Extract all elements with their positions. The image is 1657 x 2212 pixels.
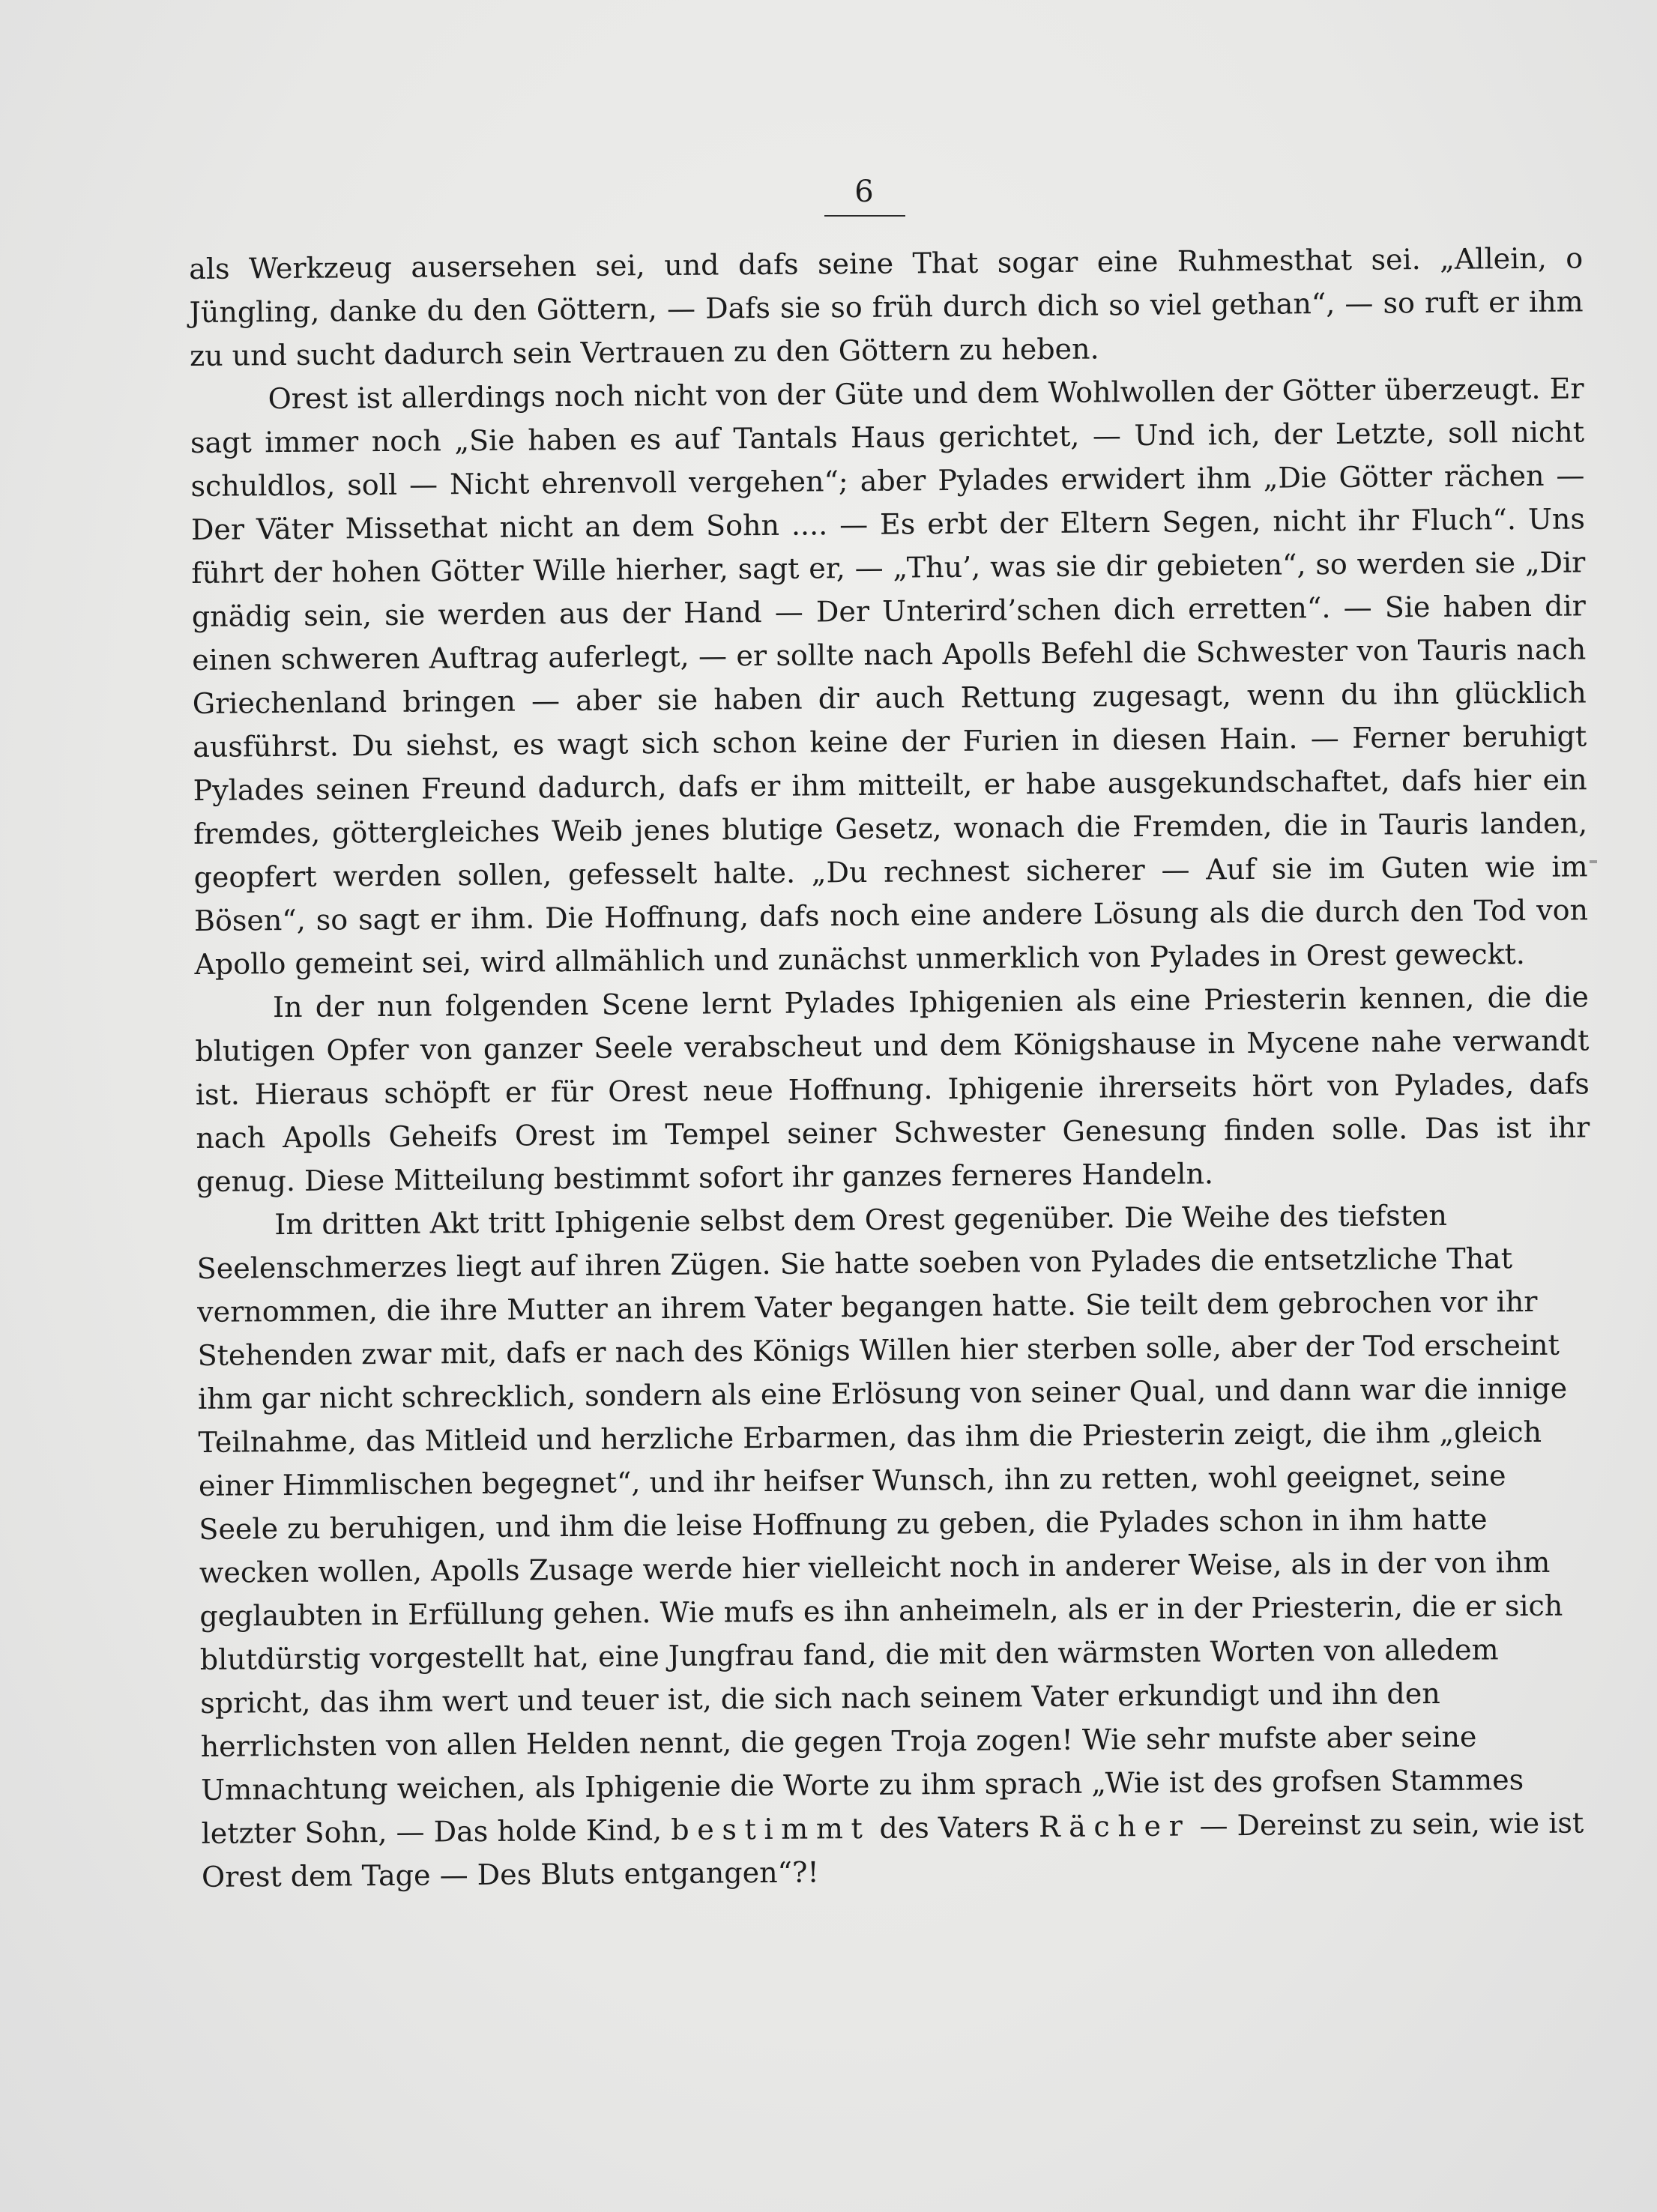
body-text [189,236,1596,1899]
paragraph-text: Orest ist allerdings noch nicht von der Güte und dem Wohlwollen der Götter überzeugt. Er sagt immer noch „Sie haben es auf Tantals Haus gerichtet, — Und ich, der Letzte, soll nicht schuldlos, soll — Nicht ehrenvoll vergehen“; aber Pylades erwidert ihm „Die Götter rächen — Der Väter Missethat nicht an dem Sohn .... — Es erbt der Eltern Segen, nicht ihr Fluch“. Uns führt der hohen Götter Wille hierher, sagt er, — „Thu’, was sie dir gebieten“, so werden sie „Dir gnädig sein, sie werden aus der Hand — Der Unterird’schen dich erretten“. — Sie haben dir einen schweren Auftrag auferlegt, — er sollte nach Apolls Befehl die Schwester von Tauris nach Griechenland bringen — aber sie haben dir auch Rettung zugesagt, wenn du ihn glücklich ausführst. Du siehst, es wagt sich schon keine der Furien in diesen Hain. — Ferner beruhigt Pylades seinen Freund dadurch, dafs er ihm mitteilt, er habe ausgekundschaftet, dafs hier ein fremdes, göttergleiches Weib jenes blutige Gesetz, wonach die Fremden, die in Tauris landen, geopfert werden sollen, gefesselt halte. „Du rechnest sicherer — Auf sie im Guten wie im Bösen“, so sagt er ihm. Die Hoffnung, dafs noch eine andere Lösung als die durch den Tod von Apollo gemeint sei, wird allmählich und zunächst unmerklich von Pylades in Orest geweckt. [190,372,1589,981]
paragraph-text: In der nun folgenden Scene lernt Pylades Iphigenien als eine Priesterin kennen, die die blutigen Opfer von ganzer Seele verabscheut und dem Königshause in Mycene nahe verwandt ist. Hieraus schöpft er für Orest neue Hoffnung. Iphigenie ihrerseits hört von Pylades, dafs nach Apolls Geheifs Orest im Tempel seiner Schwester Genesung finden solle. Das ist ihr genug. Diese Mitteilung bestimmt sofort ihr ganzes ferneres Handeln. [195,980,1590,1198]
paragraph-text: als Werkzeug ausersehen sei, und dafs seine That sogar eine Ruhmesthat sei. „Allein, o Jüngling, danke du den Göttern, — Dafs sie so früh durch dich so viel gethan“, — so ruft er ihm zu und sucht dadurch sein Vertrauen zu den Göttern zu heben. [189,241,1584,372]
paragraph [189,236,1584,378]
margin-mark [1590,860,1597,863]
paragraph-text: — Dereinst zu sein, wie ist Orest dem Tage — Des Bluts entgangen“?! [201,1806,1584,1894]
emphasized-word: bestimmt [671,1811,871,1847]
paragraph-text: Im dritten Akt tritt Iphigenie selbst dem Orest gegenüber. Die Weihe des tiefsten Seelenschmerzes liegt auf ihren Zügen. Sie hatte soeben von Pylades die entsetzliche That vernommen, die ihre Mutter an ihrem Vater begangen hatte. Sie teilt dem gebrochen vor ihr Stehenden zwar mit, dafs er nach des Königs Willen hier sterben solle, aber der Tod erscheint ihm gar nicht schrecklich, sondern als eine Erlösung von seiner Qual, und dann war die innige Teilnahme, das Mitleid und herzliche Erbarmen, das ihm die Priesterin zeigt, die ihm „gleich einer Himmlischen begegnet“, und ihr heifser Wunsch, ihn zu retten, wohl geeignet, seine Seele zu beruhigen, und ihm die leise Hoffnung zu geben, die Pylades schon in ihm hatte wecken wollen, Apolls Zusage werde hier vielleicht noch in anderer Weise, als in der von ihm geglaubten in Erfüllung gehen. Wie mufs es ihn anheimeln, als er in der Priesterin, die er sich blutdürstig vorgestellt hat, eine Jungfrau fand, die mit den wärmsten Worten von alledem spricht, das ihm wert und teuer ist, die sich nach seinem Vater erkundigt und ihn den herrlichsten von allen Helden nennt, die gegen Troja zogen! Wie sehr mufste aber seine Umnachtung weichen, als Iphigenie die Worte zu ihm sprach „Wie ist des grofsen Stammes letzter Sohn, — Das holde Kind, [196,1198,1568,1850]
page-number: 6 [854,175,874,209]
paragraph-text: des Vaters [870,1810,1039,1845]
paragraph [190,366,1588,986]
paragraph [196,1192,1596,1899]
paragraph [195,975,1590,1203]
emphasized-word: Rächer [1038,1809,1191,1844]
page-number-rule [824,215,905,217]
